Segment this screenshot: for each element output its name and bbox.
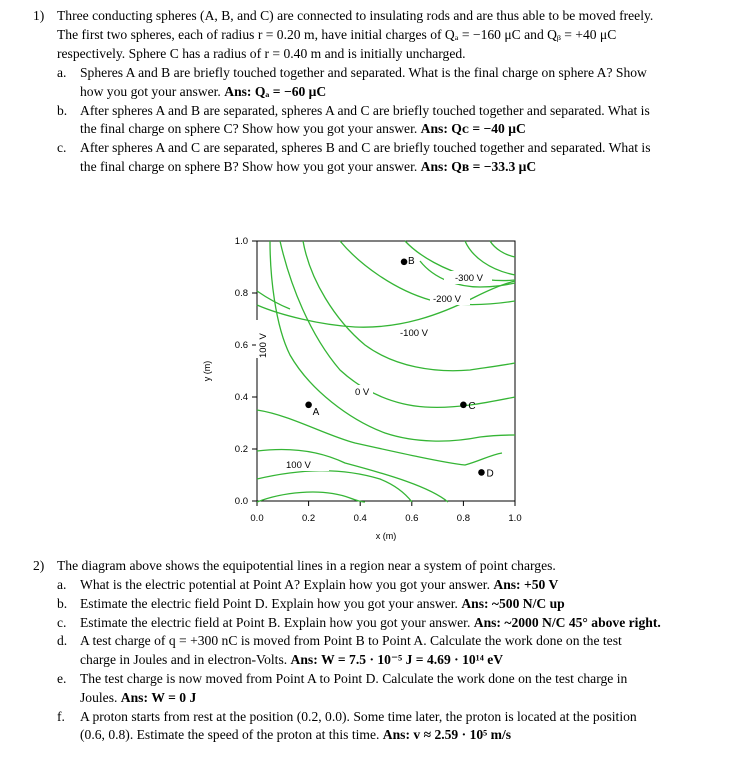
part-label: e. bbox=[57, 670, 67, 686]
answer-prefix: Ans: bbox=[224, 83, 252, 99]
part-text: Estimate the electric field at Point B. Explain how you got your answer. bbox=[80, 614, 471, 630]
question-2f bbox=[57, 708, 730, 746]
equipotential-diagram bbox=[190, 225, 550, 555]
part-text: how you got your answer. bbox=[80, 83, 221, 99]
x-tick-label: 0.0 bbox=[250, 513, 264, 524]
part-text: Joules. bbox=[80, 689, 118, 705]
x-axis bbox=[257, 501, 515, 506]
point-d-label: D bbox=[486, 468, 494, 480]
part-text: The test charge is now moved from Point A to Point D. Calculate the work done on the test charge in bbox=[80, 670, 628, 686]
part-label: f. bbox=[57, 708, 65, 724]
point-b-marker bbox=[401, 259, 408, 266]
part-text: Estimate the electric field Point D. Explain how you got your answer. bbox=[80, 595, 458, 611]
answer-value: +50 V bbox=[524, 577, 559, 592]
y-tick-label: 0.8 bbox=[234, 288, 248, 299]
question-1b bbox=[57, 102, 730, 140]
contour-label: -300 V bbox=[455, 273, 483, 284]
answer-value: ~500 N/C up bbox=[491, 595, 565, 611]
y-axis bbox=[252, 241, 257, 501]
point-c-marker bbox=[460, 402, 467, 409]
answer-prefix: Ans: bbox=[120, 689, 148, 705]
part-text: Spheres A and B are briefly touched together and separated. What is the final charge on sphere A? Show bbox=[80, 65, 647, 80]
equipotential-line bbox=[257, 410, 502, 465]
part-text: the final charge on sphere B? Show how you got your answer. bbox=[80, 158, 418, 174]
answer-value: Qʙ = −33.3 μC bbox=[451, 158, 537, 174]
question-2-number: 2) bbox=[33, 558, 45, 573]
part-label: a. bbox=[57, 577, 67, 592]
part-text: After spheres A and C are separated, spheres B and C are briefly touched together and separated. What is bbox=[80, 140, 651, 156]
x-axis-label: x (m) bbox=[375, 531, 397, 541]
answer-value: W = 0 J bbox=[151, 689, 197, 705]
x-tick-label: 0.6 bbox=[405, 513, 419, 524]
x-tick-label: 0.4 bbox=[353, 513, 367, 524]
answer-prefix: Ans: bbox=[290, 652, 318, 668]
equipotential-line bbox=[465, 241, 515, 275]
answer-value: v ≈ 2.59 · 10⁵ m/s bbox=[413, 727, 512, 743]
y-tick-label: 0.6 bbox=[234, 340, 248, 351]
question-2-intro-line: The diagram above shows the equipotential lines in a region near a system of point charges. bbox=[57, 558, 556, 573]
answer-prefix: Ans: bbox=[473, 614, 501, 630]
x-tick-label: 1.0 bbox=[508, 513, 522, 524]
answer-prefix: Ans: bbox=[420, 158, 448, 174]
part-text: (0.6, 0.8). Estimate the speed of the proton at this time. bbox=[80, 727, 380, 743]
question-1-intro-line: The first two spheres, each of radius r = 0.20 m, have initial charges of Qₐ = −160 μC and Qᵦ = +40 μC bbox=[57, 26, 617, 42]
part-label: b. bbox=[57, 102, 68, 118]
answer-value: W = 7.5 · 10⁻⁵ J = 4.69 · 10¹⁴ eV bbox=[321, 652, 504, 668]
point-c-label: C bbox=[468, 400, 476, 412]
answer-prefix: Ans: bbox=[493, 577, 521, 592]
part-text: A test charge of q = +300 nC is moved from Point B to Point A. Calculate the work done on the test bbox=[80, 633, 622, 649]
answer-value: Qᴄ = −40 μC bbox=[451, 121, 526, 137]
point-a-marker bbox=[305, 402, 312, 409]
y-tick-label: 0.2 bbox=[234, 444, 248, 455]
question-2a bbox=[57, 576, 730, 595]
part-text: the final charge on sphere C? Show how you got your answer. bbox=[80, 121, 418, 137]
question-2c bbox=[57, 614, 730, 633]
question-2d bbox=[57, 632, 730, 670]
answer-value: ~2000 N/C 45° above right. bbox=[504, 614, 661, 630]
point-d-marker bbox=[478, 469, 485, 476]
y-axis-label: y (m) bbox=[202, 360, 212, 382]
answer-prefix: Ans: bbox=[382, 727, 410, 743]
question-1c bbox=[57, 139, 730, 177]
part-text: charge in Joules and in electron-Volts. bbox=[80, 652, 288, 668]
point-a-label: A bbox=[312, 406, 320, 418]
answer-value: Qₐ = −60 μC bbox=[254, 83, 327, 99]
part-label: a. bbox=[57, 65, 67, 80]
part-text: What is the electric potential at Point A? Explain how you got your answer. bbox=[80, 577, 490, 592]
part-label: c. bbox=[57, 614, 67, 630]
question-1-intro-line: respectively. Sphere C has a radius of r = 0.40 m and is initially uncharged. bbox=[57, 45, 466, 61]
part-label: b. bbox=[57, 595, 68, 611]
contour-label: -100 V bbox=[400, 328, 428, 339]
answer-prefix: Ans: bbox=[461, 595, 489, 611]
part-label: d. bbox=[57, 633, 68, 649]
y-tick-label: 0.0 bbox=[234, 496, 248, 507]
y-tick-label: 0.4 bbox=[234, 392, 248, 403]
y-tick-label: 1.0 bbox=[234, 236, 248, 247]
equipotential-line bbox=[490, 241, 515, 257]
part-text: After spheres A and B are separated, spheres A and C are briefly touched together and separated. What is bbox=[80, 102, 650, 118]
part-text: A proton starts from rest at the position (0.2, 0.0). Some time later, the proton is located at the position bbox=[80, 708, 637, 724]
x-tick-label: 0.8 bbox=[456, 513, 471, 524]
question-1a bbox=[57, 64, 730, 102]
question-1-number: 1) bbox=[33, 8, 45, 23]
x-tick-label: 0.2 bbox=[301, 513, 316, 524]
question-2e bbox=[57, 670, 730, 708]
contour-label: 100 V bbox=[258, 333, 269, 358]
contour-label: 0 V bbox=[355, 387, 370, 398]
question-2b bbox=[57, 595, 730, 614]
question-1-intro-line: Three conducting spheres (A, B, and C) are connected to insulating rods and are thus able to be moved freely. bbox=[57, 8, 654, 23]
answer-prefix: Ans: bbox=[420, 121, 448, 137]
contour-label: 100 V bbox=[286, 460, 311, 471]
point-b-label: B bbox=[408, 255, 415, 267]
contour-label: -200 V bbox=[433, 294, 461, 305]
part-label: c. bbox=[57, 140, 67, 156]
